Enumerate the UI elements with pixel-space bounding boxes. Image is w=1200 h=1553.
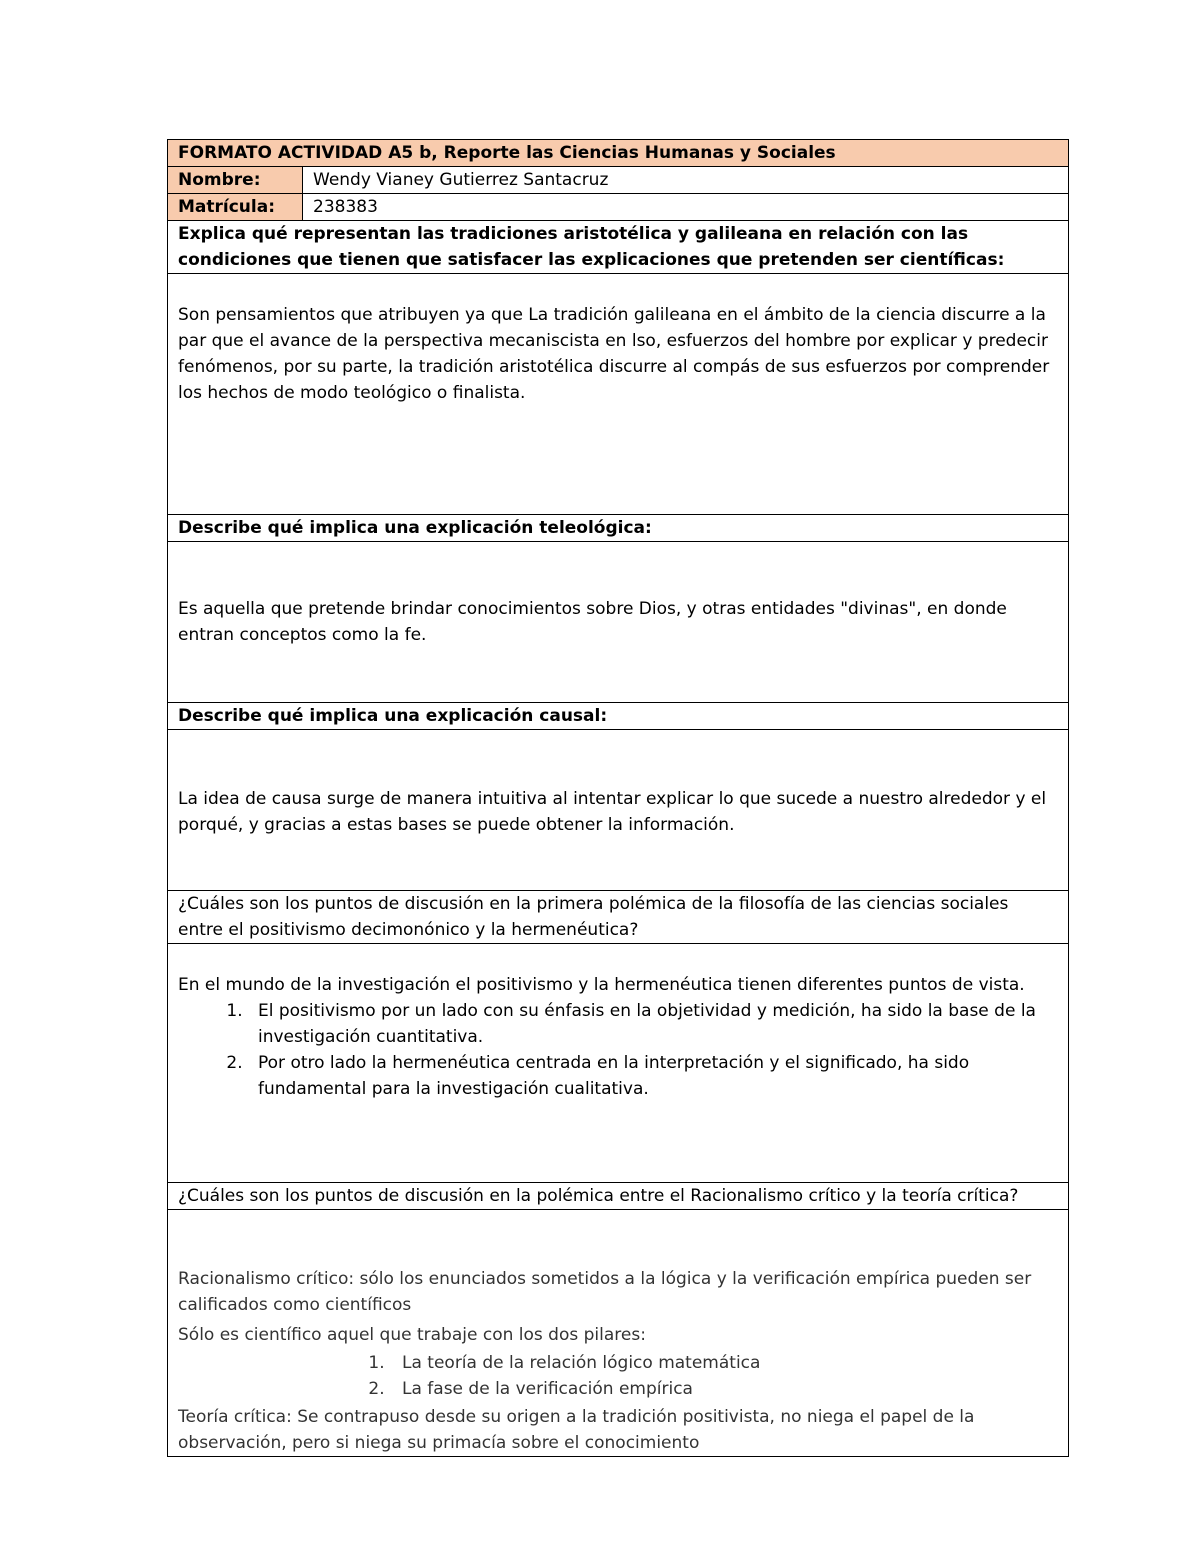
question-3: Describe qué implica una explicación causal:: [168, 703, 1069, 730]
answer-1-text: Son pensamientos que atribuyen ya que La tradición galileana en el ámbito de la ciencia discurre a la par que el avance de la perspectiva mecaniscista en lso, esfuerzos del hombre por explicar y predecir fenómenos, por su parte, la tradición aristotélica discurre al compás de sus esfuerzos por comprender los hechos de modo teológico o finalista.: [178, 305, 1050, 403]
id-value: 238383: [303, 194, 1069, 221]
answer-5-p2: Sólo es científico aquel que trabaje con los dos pilares:: [178, 1325, 646, 1345]
answer-4: [168, 944, 1069, 1183]
answer-4-intro: En el mundo de la investigación el positivismo y la hermenéutica tienen diferentes puntos de vista.: [178, 975, 1025, 995]
answer-row-3: [168, 730, 1069, 891]
answer-1: [168, 274, 1069, 515]
list-item: 2. Por otro lado la hermenéutica centrada en la interpretación y el significado, ha sido fundamental para la investigación cualitativa.: [248, 1050, 1058, 1102]
question-row-5: [168, 1183, 1069, 1210]
activity-form-table: [167, 139, 1069, 1457]
question-4: ¿Cuáles son los puntos de discusión en la primera polémica de la filosofía de las ciencias sociales entre el positivismo decimonónico y la hermenéutica?: [168, 891, 1069, 944]
answer-5-list: [178, 1350, 1058, 1402]
name-label: Nombre:: [168, 167, 303, 194]
list-item: 1. El positivismo por un lado con su énfasis en la objetividad y medición, ha sido la base de la investigación cuantitativa.: [248, 998, 1058, 1050]
question-2: Describe qué implica una explicación teleológica:: [168, 515, 1069, 542]
answer-row-2: [168, 542, 1069, 703]
list-item: 1. La teoría de la relación lógico matemática: [390, 1350, 1058, 1376]
answer-row-4: [168, 944, 1069, 1183]
form-title: FORMATO ACTIVIDAD A5 b, Reporte las Ciencias Humanas y Sociales: [168, 140, 1069, 167]
id-row: [168, 194, 1069, 221]
id-label: Matrícula:: [168, 194, 303, 221]
question-row-1: [168, 221, 1069, 274]
answer-5-p1: Racionalismo crítico: sólo los enunciados sometidos a la lógica y la verificación empírica pueden ser calificados como científicos: [178, 1269, 1032, 1315]
answer-row-1: [168, 274, 1069, 515]
name-value: Wendy Vianey Gutierrez Santacruz: [303, 167, 1069, 194]
answer-3: [168, 730, 1069, 891]
title-row: [168, 140, 1069, 167]
answer-2-text: Es aquella que pretende brindar conocimientos sobre Dios, y otras entidades "divinas", en donde entran conceptos como la fe.: [178, 599, 1007, 645]
question-row-4: [168, 891, 1069, 944]
list-item: 2. La fase de la verificación empírica: [390, 1376, 1058, 1402]
answer-3-text: La idea de causa surge de manera intuitiva al intentar explicar lo que sucede a nuestro alrededor y el porqué, y gracias a estas bases se puede obtener la información.: [178, 789, 1047, 835]
answer-5-p3: Teoría crítica: Se contrapuso desde su origen a la tradición positivista, no niega el papel de la observación, pero si niega su primacía sobre el conocimiento: [178, 1407, 975, 1453]
question-5: ¿Cuáles son los puntos de discusión en la polémica entre el Racionalismo crítico y la teoría crítica?: [168, 1183, 1069, 1210]
answer-row-5: [168, 1210, 1069, 1457]
question-1: Explica qué representan las tradiciones aristotélica y galileana en relación con las condiciones que tienen que satisfacer las explicaciones que pretenden ser científicas:: [168, 221, 1069, 274]
answer-2: [168, 542, 1069, 703]
question-row-2: [168, 515, 1069, 542]
question-row-3: [168, 703, 1069, 730]
name-row: [168, 167, 1069, 194]
answer-5: [168, 1210, 1069, 1457]
answer-4-list: [178, 998, 1058, 1102]
